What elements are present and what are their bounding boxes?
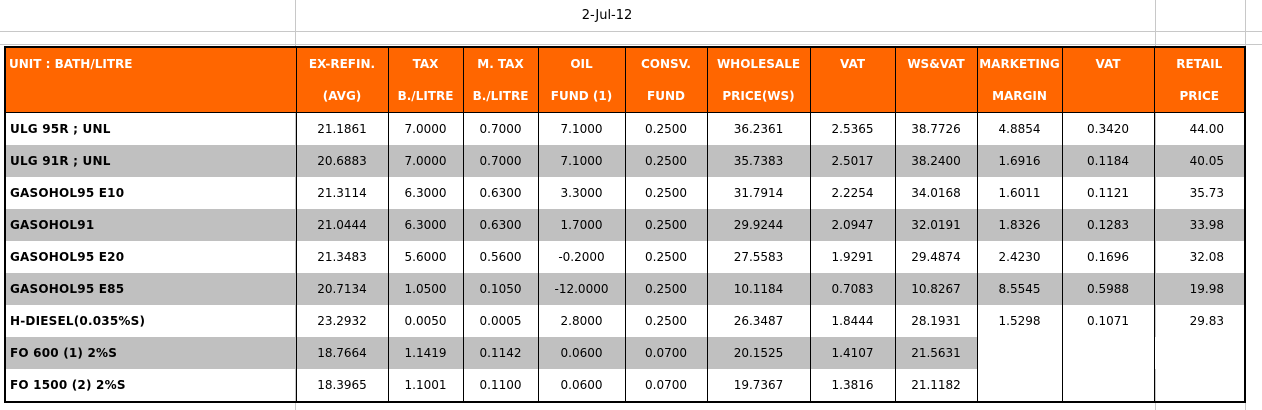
value-cell[interactable]: 21.0444 [296,209,388,241]
table-row [5,113,1245,146]
value-cell[interactable] [1062,337,1154,369]
retail-price-cell[interactable]: 29.83 [1154,305,1245,337]
value-cell[interactable]: 8.5545 [977,273,1062,305]
value-cell[interactable]: 1.5298 [977,305,1062,337]
retail-price-cell[interactable] [1154,369,1245,402]
report-date[interactable]: 2-Jul-12 [581,8,633,23]
value-cell[interactable]: 2.2254 [810,177,895,209]
value-cell[interactable]: 21.3483 [296,241,388,273]
table-row [5,241,1245,273]
value-cell[interactable]: 0.2500 [625,305,707,337]
header-cell[interactable]: B./LITRE [463,80,538,113]
retail-price-cell[interactable]: 19.98 [1154,273,1245,305]
value-cell[interactable]: 23.2932 [296,305,388,337]
product-name-cell[interactable]: FO 1500 (2) 2%S [5,369,296,402]
value-cell[interactable]: 20.6883 [296,145,388,177]
value-cell[interactable]: 28.1931 [895,305,977,337]
value-cell[interactable]: 0.0600 [538,369,625,402]
header-cell[interactable]: EX-REFIN. [296,47,388,80]
value-cell[interactable]: 20.7134 [296,273,388,305]
header-cell[interactable]: PRICE [1154,80,1245,113]
header-cell[interactable]: FUND (1) [538,80,625,113]
product-name-cell[interactable]: H-DIESEL(0.035%S) [5,305,296,337]
value-cell[interactable]: 18.3965 [296,369,388,402]
table-row [5,209,1245,241]
value-cell[interactable]: 21.1861 [296,113,388,146]
product-name-cell[interactable]: FO 600 (1) 2%S [5,337,296,369]
value-cell[interactable]: 10.1184 [707,273,810,305]
retail-price-cell[interactable]: 40.05 [1154,145,1245,177]
value-cell[interactable]: 36.2361 [707,113,810,146]
product-name-cell[interactable]: GASOHOL95 E85 [5,273,296,305]
header-cell[interactable] [5,80,296,113]
value-cell[interactable]: 21.5631 [895,337,977,369]
table-row [5,369,1245,402]
value-cell[interactable]: 29.4874 [895,241,977,273]
value-cell[interactable] [977,337,1062,369]
header-cell[interactable]: MARKETING [977,47,1062,80]
product-name-cell[interactable]: GASOHOL95 E10 [5,177,296,209]
value-cell[interactable]: 1.8444 [810,305,895,337]
product-name-cell[interactable]: GASOHOL91 [5,209,296,241]
value-cell[interactable]: 6.3000 [388,209,463,241]
table-row [5,305,1245,337]
table-row [5,145,1245,177]
value-cell[interactable]: 1.1001 [388,369,463,402]
value-cell[interactable]: 0.2500 [625,113,707,146]
value-cell[interactable]: 1.6011 [977,177,1062,209]
value-cell[interactable]: 0.2500 [625,209,707,241]
value-cell[interactable]: 10.8267 [895,273,977,305]
value-cell[interactable]: 1.1419 [388,337,463,369]
value-cell[interactable]: 0.1050 [463,273,538,305]
value-cell[interactable]: 0.2500 [625,145,707,177]
value-cell[interactable]: 1.3816 [810,369,895,402]
value-cell[interactable]: 2.4230 [977,241,1062,273]
value-cell[interactable]: 0.1696 [1062,241,1154,273]
retail-price-cell[interactable] [1154,337,1245,369]
value-cell[interactable]: 0.6300 [463,209,538,241]
value-cell[interactable]: 18.7664 [296,337,388,369]
value-cell[interactable]: 0.7000 [463,145,538,177]
value-cell[interactable]: 7.0000 [388,145,463,177]
value-cell[interactable]: 3.3000 [538,177,625,209]
table-row [5,337,1245,369]
value-cell[interactable]: 21.1182 [895,369,977,402]
value-cell[interactable] [1062,369,1154,402]
header-cell[interactable]: PRICE(WS) [707,80,810,113]
value-cell[interactable]: 0.2500 [625,241,707,273]
header-cell[interactable]: WS&VAT [895,47,977,80]
header-cell[interactable]: B./LITRE [388,80,463,113]
header-cell[interactable]: MARGIN [977,80,1062,113]
product-name-cell[interactable]: ULG 95R ; UNL [5,113,296,146]
product-name-cell[interactable]: GASOHOL95 E20 [5,241,296,273]
value-cell[interactable]: 1.9291 [810,241,895,273]
value-cell[interactable]: 0.0600 [538,337,625,369]
value-cell[interactable]: 35.7383 [707,145,810,177]
header-cell[interactable]: CONSV. [625,47,707,80]
value-cell[interactable]: 38.7726 [895,113,977,146]
value-cell[interactable]: 2.5017 [810,145,895,177]
value-cell[interactable]: 38.2400 [895,145,977,177]
value-cell[interactable]: 0.0700 [625,369,707,402]
value-cell[interactable]: 7.0000 [388,113,463,146]
table-row [5,177,1245,209]
value-cell[interactable]: 2.5365 [810,113,895,146]
header-cell[interactable] [1062,80,1154,113]
value-cell[interactable]: 2.0947 [810,209,895,241]
product-name-cell[interactable]: ULG 91R ; UNL [5,145,296,177]
header-cell[interactable]: (AVG) [296,80,388,113]
value-cell[interactable]: 0.2500 [625,177,707,209]
value-cell[interactable]: 0.1283 [1062,209,1154,241]
header-cell[interactable]: WHOLESALE [707,47,810,80]
value-cell[interactable]: 1.6916 [977,145,1062,177]
value-cell[interactable]: 0.2500 [625,273,707,305]
value-cell[interactable]: 0.1100 [463,369,538,402]
value-cell[interactable]: 1.4107 [810,337,895,369]
header-cell[interactable]: M. TAX [463,47,538,80]
value-cell[interactable]: 7.1000 [538,113,625,146]
value-cell[interactable]: 1.8326 [977,209,1062,241]
value-cell[interactable]: 0.1121 [1062,177,1154,209]
value-cell[interactable]: 20.1525 [707,337,810,369]
value-cell[interactable]: 0.0700 [625,337,707,369]
value-cell[interactable]: 0.3420 [1062,113,1154,146]
value-cell[interactable]: 0.1071 [1062,305,1154,337]
value-cell[interactable]: 27.5583 [707,241,810,273]
value-cell[interactable]: 0.5600 [463,241,538,273]
header-cell[interactable]: FUND [625,80,707,113]
header-cell[interactable]: UNIT : BATH/LITRE [5,47,296,80]
fuel-price-table [4,46,1246,403]
value-cell[interactable]: 21.3114 [296,177,388,209]
value-cell[interactable]: 4.8854 [977,113,1062,146]
value-cell[interactable]: 0.5988 [1062,273,1154,305]
value-cell[interactable]: 0.0050 [388,305,463,337]
retail-price-cell[interactable]: 32.08 [1154,241,1245,273]
header-cell[interactable] [895,80,977,113]
header-row-2 [5,80,1245,113]
value-cell[interactable]: 0.7083 [810,273,895,305]
value-cell[interactable]: 0.7000 [463,113,538,146]
value-cell[interactable]: 0.0005 [463,305,538,337]
value-cell[interactable]: 1.0500 [388,273,463,305]
header-cell[interactable]: OIL [538,47,625,80]
header-cell[interactable]: TAX [388,47,463,80]
value-cell[interactable]: -0.2000 [538,241,625,273]
value-cell[interactable]: 0.1142 [463,337,538,369]
value-cell[interactable]: 19.7367 [707,369,810,402]
value-cell[interactable]: 6.3000 [388,177,463,209]
value-cell[interactable]: 31.7914 [707,177,810,209]
value-cell[interactable]: 34.0168 [895,177,977,209]
value-cell[interactable]: 26.3487 [707,305,810,337]
value-cell[interactable]: 29.9244 [707,209,810,241]
value-cell[interactable]: 5.6000 [388,241,463,273]
value-cell[interactable] [977,369,1062,402]
retail-price-cell[interactable]: 44.00 [1154,113,1245,146]
value-cell[interactable]: 0.6300 [463,177,538,209]
value-cell[interactable]: 0.1184 [1062,145,1154,177]
header-cell[interactable]: VAT [810,47,895,80]
retail-price-cell[interactable]: 35.73 [1154,177,1245,209]
header-cell[interactable]: RETAIL [1154,47,1245,80]
value-cell[interactable]: 1.7000 [538,209,625,241]
header-cell[interactable] [810,80,895,113]
header-cell[interactable]: VAT [1062,47,1154,80]
value-cell[interactable]: -12.0000 [538,273,625,305]
value-cell[interactable]: 7.1000 [538,145,625,177]
table-row [5,273,1245,305]
retail-price-cell[interactable]: 33.98 [1154,209,1245,241]
header-row-1 [5,47,1245,80]
value-cell[interactable]: 32.0191 [895,209,977,241]
value-cell[interactable]: 2.8000 [538,305,625,337]
